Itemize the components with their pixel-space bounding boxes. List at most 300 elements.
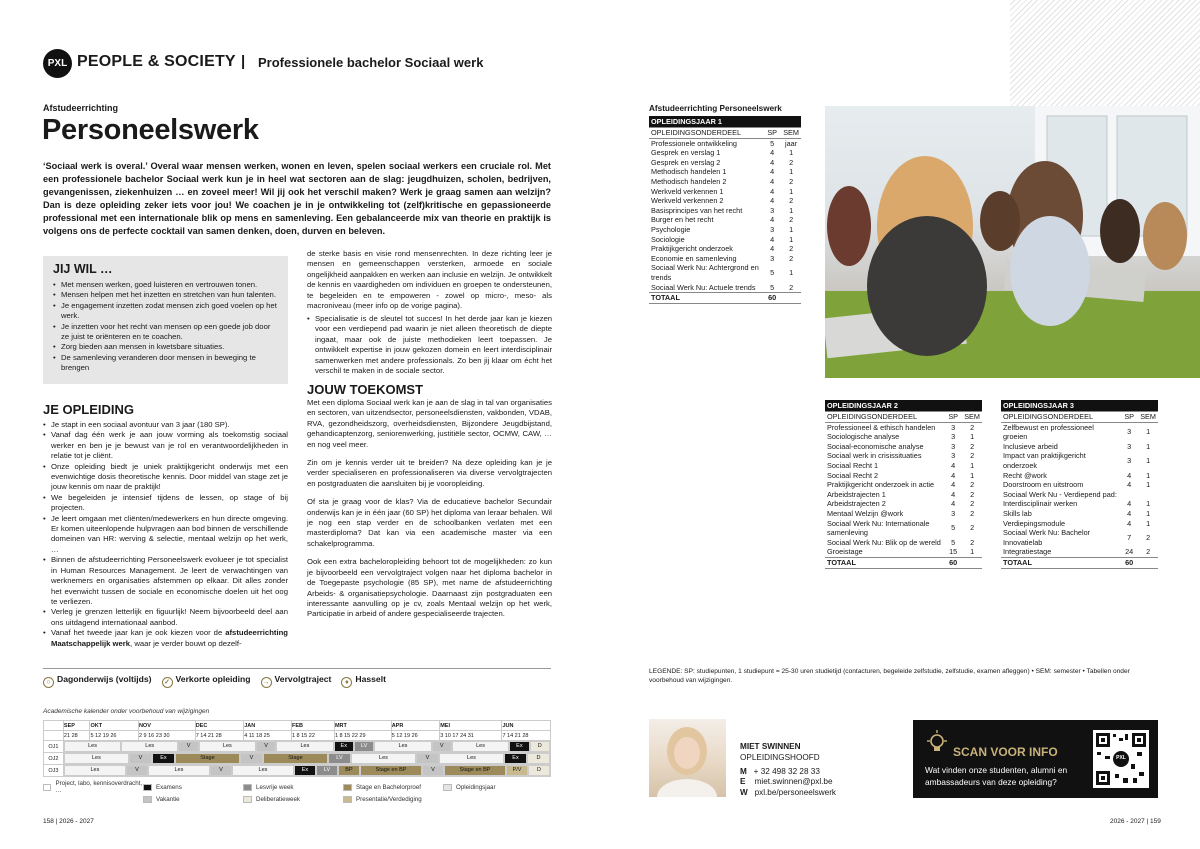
course-name: Burger en het recht	[651, 215, 714, 225]
students-classroom-photo	[825, 106, 1200, 378]
legend-swatch	[243, 796, 252, 803]
course-sem: 1	[970, 460, 975, 470]
calendar-cell: Stage	[175, 753, 240, 764]
qr-center-logo: PXL	[1116, 755, 1126, 761]
course-name: Arbeidstrajecten 1	[827, 489, 886, 499]
course-sp: 4	[770, 215, 775, 225]
course-name: Mentaal Welzijn @work	[827, 508, 904, 518]
calendar-cell: Stage en BP	[444, 765, 506, 776]
calendar-legend-item	[343, 796, 443, 803]
course-sem	[1138, 490, 1158, 500]
course-sp: 4	[951, 499, 956, 509]
course-sem: 2	[789, 157, 794, 167]
legend-label: Vervolgtraject	[274, 674, 332, 684]
course-sp: 3	[770, 253, 775, 263]
column-header: SP	[1120, 412, 1138, 423]
calendar-cell: V	[240, 753, 263, 764]
table-row	[825, 519, 982, 538]
legend-swatch	[243, 784, 252, 791]
course-sp: 4	[951, 470, 956, 480]
week-days: 21 28	[63, 731, 90, 741]
legend-swatch	[343, 796, 352, 803]
calendar-row	[44, 741, 551, 753]
list-item: • Vanaf dag één werk je aan jouw vorming als toekomstig sociaal werker en ben je je bewust van je rol en verantwoordelijkheden in relatie tot je cliënt.	[43, 430, 288, 461]
calendar-legend-item	[143, 780, 243, 794]
contact-role: OPLEIDINGSHOOFD	[740, 752, 820, 762]
week-days: 5 12 19 26	[90, 731, 139, 741]
total-empty	[1138, 557, 1158, 568]
course-name: Inclusieve arbeid	[1003, 441, 1058, 451]
table-row	[825, 499, 982, 509]
lightbulb-icon	[925, 730, 949, 756]
course-name: Sociaal Werk Nu: Achtergrond en trends	[651, 263, 759, 282]
month-label: APR	[391, 721, 440, 731]
course-name: Gesprek en verslag 1	[651, 148, 721, 158]
week-days: 7 14 21 28	[502, 731, 551, 741]
calendar-months-row	[44, 721, 551, 731]
table-row	[649, 225, 801, 235]
week-days: 4 11 18 25	[244, 731, 292, 741]
calendar-cell: V	[416, 753, 439, 764]
course-name: Verdiepingsmodule	[1003, 518, 1066, 528]
calendar-cell: Ex	[294, 765, 316, 776]
calendar-cell: Les	[148, 765, 210, 776]
table-row	[649, 254, 801, 264]
course-sp: 4	[951, 480, 956, 490]
month-label: MRT	[334, 721, 391, 731]
table-row	[649, 187, 801, 197]
week-days: 3 10 17 24 31	[440, 731, 502, 741]
legend-label: Stage en Bachelorproef	[356, 783, 422, 791]
course-name: Sociaal werk in crisissituaties	[827, 451, 922, 461]
course-sem: 1	[789, 148, 794, 158]
calendar-cell: Les	[439, 753, 504, 764]
page-title: Personeelswerk	[42, 114, 259, 146]
col2-list-wrap	[307, 314, 552, 376]
week-days: 1 8 15 22	[291, 731, 334, 741]
total-value: 60	[944, 557, 962, 568]
calendar-cell: Stage	[263, 753, 328, 764]
legend-label: Opleidingsjaar	[456, 783, 496, 791]
calendar-legend-item	[43, 780, 143, 794]
legend-item	[341, 674, 386, 688]
paragraph: Zin om je kennis verder uit te breiden? Na deze opleiding kan je je verder specialiseren en professionaliseren via diverse vervolgtrajecten en postgraduaten die aansluiten bij je vooropleiding.	[307, 458, 552, 488]
calendar-bar	[63, 741, 550, 753]
course-name: Basisprincipes van het recht	[651, 205, 743, 215]
column-header: SEM	[964, 412, 980, 421]
table-row	[1001, 499, 1158, 509]
course-sp: 3	[770, 224, 775, 234]
table-total-row	[825, 557, 982, 568]
list-item: • Je stapt in een sociaal avontuur van 3 jaar (180 SP).	[43, 420, 288, 430]
opleiding-title: JE OPLEIDING	[43, 402, 135, 417]
course-sp: 4	[951, 460, 956, 470]
course-sem: 1	[789, 205, 794, 215]
legenda-text: LEGENDE: SP: studiepunten, 1 studiepunt = 25-30 uren studietijd (contacturen, begeleide zelfstudie, zelfstudie, examen afleggen) • SEM: semester • Tabellen onder voorbehoud van wijzigingen.	[649, 668, 1130, 684]
page-number-left: 158 | 2026 - 2027	[43, 818, 94, 825]
opleiding-list	[43, 420, 288, 628]
course-sem: 1	[789, 224, 794, 234]
calendar-legend-item	[143, 796, 243, 803]
course-sem: 1	[1146, 427, 1151, 437]
contact-phone[interactable]: + 32 498 32 28 33	[753, 766, 820, 776]
calendar-legend-item	[443, 780, 543, 794]
course-sem: 2	[970, 499, 975, 509]
calendar-cell: Les	[452, 741, 509, 752]
course-name: Groeistage	[827, 547, 863, 557]
list-item: • We begeleiden je intensief tijdens de lessen, op stage of bij projecten.	[43, 493, 288, 514]
calendar-cell: LV	[354, 741, 374, 752]
table-row	[825, 471, 982, 481]
course-name: Sociaal Werk Nu - Verdiepend pad:	[1003, 489, 1117, 499]
contact-block	[740, 742, 836, 799]
course-sem: 2	[1146, 532, 1151, 542]
course-sem: 1	[1146, 518, 1151, 528]
course-sem: 1	[789, 186, 794, 196]
legend-item	[261, 674, 332, 688]
course-name: Sociaal-economische analyse	[827, 441, 924, 451]
calendar-cell: Les	[64, 765, 126, 776]
contact-email-row	[740, 777, 836, 788]
course-name: Methodisch handelen 1	[651, 167, 727, 177]
table-row	[825, 461, 982, 471]
course-name: Gesprek en verslag 2	[651, 157, 721, 167]
text: , waar je verder bouwt op dezelf-	[130, 638, 242, 648]
list-item: • Met mensen werken, goed luisteren en vertrouwen tonen.	[53, 280, 278, 290]
month-label: NOV	[138, 721, 195, 731]
month-label: JUN	[502, 721, 551, 731]
web-label: W	[740, 788, 748, 798]
list-item: • Mensen helpen met het inzetten en stretchen van hun talenten.	[53, 290, 278, 300]
legend-swatch	[443, 784, 452, 791]
page-number-right: 2026 - 2027 | 159	[1110, 818, 1161, 825]
course-sp: 7	[1127, 532, 1132, 542]
table-header-row	[1001, 412, 1158, 423]
course-sem: 2	[1146, 547, 1151, 557]
header-separator: |	[241, 53, 246, 70]
calendar-cell: Ex	[334, 741, 354, 752]
jij-wil-list	[53, 280, 278, 374]
course-sem: 2	[970, 489, 975, 499]
legend-swatch	[143, 784, 152, 791]
course-sp: 3	[1127, 456, 1132, 466]
month-label: MEI	[440, 721, 502, 731]
legend-label: Hasselt	[355, 674, 386, 684]
course-sp: 5	[951, 523, 956, 533]
divider	[43, 668, 551, 669]
table-row	[825, 547, 982, 557]
list-item	[43, 628, 288, 649]
table-row	[825, 442, 982, 452]
text: Vanaf het tweede jaar kan je ook kiezen voor de	[51, 628, 226, 638]
jaar3-table	[1001, 411, 1158, 569]
course-sem: 2	[970, 508, 975, 518]
course-sp: 4	[1127, 480, 1132, 490]
total-label: TOTAAL	[825, 557, 944, 568]
column-header: SEM	[1140, 412, 1156, 421]
calendar-cell: D	[527, 753, 550, 764]
month-label: DEC	[195, 721, 244, 731]
legend-icon: ○	[43, 677, 54, 688]
column-header: OPLEIDINGSONDERDEEL	[649, 128, 763, 139]
calendar-cell: Les	[64, 753, 129, 764]
table-header-row	[825, 412, 982, 423]
course-name: Interdisciplinair werken	[1003, 499, 1078, 509]
course-sem: 2	[970, 480, 975, 490]
paragraph: Of sta je graag voor de klas? Via de educatieve bachelor Secundair onderwijs kan je in één jaar (60 SP) het diploma van leraar behalen. Wil je nog een stap verder en de schoolbanken verlaten met een masterdiploma? Dat kan via een academische master via een schakelprogramma.	[307, 497, 552, 548]
course-sp: 5	[770, 282, 775, 292]
classroom-illustration	[825, 106, 1200, 378]
table-row	[649, 196, 801, 206]
course-name: Werkveld verkennen 1	[651, 186, 724, 196]
table-row	[1001, 547, 1158, 557]
calendar-cell: Ex	[509, 741, 529, 752]
calendar-cell: Les	[64, 741, 121, 752]
calendar-cell: LV	[316, 765, 338, 776]
table-row	[649, 235, 801, 245]
calendar-legend	[43, 780, 543, 803]
course-sem: 1	[1146, 480, 1151, 490]
course-name: Sociaal Recht 2	[827, 470, 879, 480]
list-item: • Je engagement inzetten zodat mensen zich goed voelen op het werk.	[53, 301, 278, 322]
calendar-row	[44, 765, 551, 777]
list-item: • Zorg bieden aan mensen in kwetsbare situaties.	[53, 342, 278, 352]
scan-info-box	[913, 720, 1158, 798]
table-row	[649, 244, 801, 254]
table-row	[649, 148, 801, 158]
calendar-cell: LV	[328, 753, 351, 764]
course-name: Psychologie	[651, 224, 691, 234]
email-label: E	[740, 777, 746, 787]
legend-label: Dagonderwijs (voltijds)	[57, 674, 152, 684]
calendar-cell: Les	[199, 741, 256, 752]
calendar-legend-item	[443, 796, 543, 803]
jaar1-table-wrap	[649, 104, 801, 304]
course-name: Methodisch handelen 2	[651, 176, 727, 186]
pxl-logo[interactable]: PXL	[43, 49, 72, 78]
contact-portrait	[649, 719, 726, 797]
calendar-cell: Les	[276, 741, 333, 752]
col2-continued: de sterke basis en visie rond mensenrechten. In deze richting leer je mensen en gemeenschappen versterken, armoede en sociale ongelijkheid aanpakken en werken aan inclusie en welzijn. Je ontwikkelt de kennis en vaardigheden om individuen en groepen te ondersteunen, te begeleiden en te empoweren - zowel op micro-, meso- als macroniveau (meer info op de vorige pagina).	[307, 249, 552, 311]
calendar-cell: D	[528, 765, 550, 776]
calendar-legend-item	[243, 796, 343, 803]
list-item: • Je inzetten voor het recht van mensen op een goede job door ze juist te oriënteren en te coachen.	[53, 322, 278, 343]
column-header: SP	[763, 128, 781, 139]
course-sp: 3	[951, 432, 956, 442]
course-sp: 4	[770, 157, 775, 167]
table-row	[1001, 422, 1158, 442]
course-name: Sociaal Werk Nu: Internationale samenleving	[827, 518, 930, 538]
course-sem: 1	[1146, 499, 1151, 509]
legend-label: Deliberatieweek	[256, 796, 301, 803]
jaar1-table	[649, 127, 801, 304]
course-name: Sociaal Recht 1	[827, 460, 879, 470]
legend-label: Lesvrije week	[256, 783, 294, 791]
paragraph: Ook een extra bacheloropleiding behoort tot de mogelijkheden: zo kun je bijvoorbeeld een vervolgtraject volgen naar het diploma bachelor in de Toegepaste psychologie (85 SP), met name de afstudeerrichting Arbeids- & organisatiepsychologie. Daarnaast zijn postgraduaten een interessante aanvulling op je cv, zoals Mentaal welzijn op het werk, Participatie in arbeid of andere gespecialiseerde trajecten.	[307, 557, 552, 619]
table-row	[649, 283, 801, 293]
course-name: Zelfbewust en professioneel groeien	[1003, 422, 1094, 442]
course-sp: 4	[1127, 470, 1132, 480]
table-row	[649, 167, 801, 177]
course-sem: 2	[789, 244, 794, 254]
course-sp	[1120, 490, 1138, 500]
list-item: • Verleg je grenzen letterlijk en figuurlijk! Neem bijvoorbeeld deel aan ons uitdagend internationaal aanbod.	[43, 607, 288, 628]
course-sem: 2	[970, 441, 975, 451]
course-sp: 3	[951, 441, 956, 451]
scan-title: SCAN VOOR INFO	[953, 745, 1058, 759]
course-sp: 5	[770, 268, 775, 278]
course-sem: 2	[789, 282, 794, 292]
course-name: Integratiestage	[1003, 547, 1052, 557]
course-name: Arbeidstrajecten 2	[827, 499, 886, 509]
month-label: JAN	[244, 721, 292, 731]
table-row	[825, 490, 982, 500]
course-sp: 24	[1125, 547, 1134, 557]
calendar-cell: Ex	[152, 753, 175, 764]
table-row	[1001, 490, 1158, 500]
jaar2-header: OPLEIDINGSJAAR 2	[825, 400, 982, 411]
calendar-bar	[63, 765, 550, 777]
table-total-row	[649, 293, 801, 304]
course-sp: 4	[770, 244, 775, 254]
table-row	[825, 538, 982, 548]
total-label: TOTAAL	[1001, 557, 1120, 568]
legend-item	[162, 674, 251, 688]
legend-item	[43, 674, 152, 688]
list-item: • Binnen de afstudeerrichting Personeelswerk evolueer je tot specialist in Human Resources Management. Je leert de verwachtingen van werknemers en organisaties afstemmen op elkaar. Dit alles zonder het evenwicht tussen de sociale en economische doelen uit het oog te verliezen.	[43, 555, 288, 607]
course-name: Sociaal Werk Nu: Actuele trends	[651, 282, 756, 292]
col2-list	[307, 314, 552, 376]
course-sp: 4	[770, 186, 775, 196]
toekomst-title: JOUW TOEKOMST	[307, 382, 424, 397]
table-row	[1001, 519, 1158, 529]
course-name: Professioneel & ethisch handelen	[827, 422, 936, 432]
calendar-row	[44, 753, 551, 765]
total-value: 60	[1120, 557, 1138, 568]
list-item: • Je leert omgaan met cliënten/medewerkers en hun directe omgeving. Er komen uiteenlopende hulpvragen aan bod binnen de verschillende domeinen van HR: werving & selectie, mentaal welzijn op het werk, …	[43, 514, 288, 556]
course-sem: 1	[970, 470, 975, 480]
legend-label: Verkorte opleiding	[175, 674, 251, 684]
course-sp: 5	[951, 537, 956, 547]
week-days: 2 9 16 23 30	[138, 731, 195, 741]
contact-phone-row	[740, 767, 836, 778]
calendar-corner	[44, 721, 64, 731]
jaar3-header: OPLEIDINGSJAAR 3	[1001, 400, 1158, 411]
calendar-cell: Les	[232, 765, 294, 776]
opleiding-last	[43, 628, 288, 649]
jaar2-table	[825, 411, 982, 569]
table-row	[825, 451, 982, 461]
course-sp: 4	[951, 489, 956, 499]
course-name: Sociaal Werk Nu: Blik op de wereld	[827, 537, 941, 547]
calendar-cell: Stage en BP	[360, 765, 422, 776]
scan-text: Wat vinden onze studenten, alumni en ambassadeurs van deze opleiding?	[925, 765, 1068, 787]
calendar-cell: Les	[121, 741, 178, 752]
column-header: OPLEIDINGSONDERDEEL	[825, 412, 944, 423]
table-row	[649, 177, 801, 187]
table-total-row	[1001, 557, 1158, 568]
jaar1-header: OPLEIDINGSJAAR 1	[649, 116, 801, 127]
table-row	[1001, 442, 1158, 452]
month-label: SEP	[63, 721, 90, 731]
table-header-row	[649, 128, 801, 139]
course-sem: 1	[1146, 441, 1151, 451]
calendar-title: Academische kalender onder voorbehoud van wijzigingen	[43, 708, 210, 715]
calendar-cell: V	[256, 741, 276, 752]
legend-label: Examens	[156, 783, 182, 791]
month-label: FEB	[291, 721, 334, 731]
phone-label: M	[740, 766, 747, 776]
link-text: afstudeerrichting Maatschappelijk werk	[51, 628, 288, 648]
course-sem: 2	[970, 451, 975, 461]
calendar-corner	[44, 731, 64, 741]
course-sem: 1	[789, 234, 794, 244]
contact-website[interactable]: pxl.be/personeelswerk	[754, 788, 837, 798]
course-name: Impact van praktijkgericht onderzoek	[1003, 451, 1086, 470]
course-sem: jaar	[785, 138, 798, 148]
course-name: Economie en samenleving	[651, 253, 737, 263]
course-name: Sociologie	[651, 234, 685, 244]
toekomst-text	[307, 398, 552, 628]
course-sem: 1	[1146, 470, 1151, 480]
course-sem: 1	[1146, 508, 1151, 518]
course-sp: 3	[951, 451, 956, 461]
column-header: SEM	[783, 128, 799, 137]
course-sem: 2	[970, 523, 975, 533]
calendar-bar	[63, 753, 550, 765]
course-sem: 1	[1146, 456, 1151, 466]
course-sp: 4	[1127, 499, 1132, 509]
course-sem: 2	[970, 422, 975, 432]
course-sem: 2	[789, 176, 794, 186]
qr-code[interactable]	[1093, 730, 1149, 788]
row-label: OJ3	[44, 765, 64, 777]
calendar-cell: V	[432, 741, 452, 752]
course-sp: 15	[949, 547, 958, 557]
row-label: OJ1	[44, 741, 64, 753]
table-row	[649, 215, 801, 225]
table-row	[1001, 528, 1158, 547]
calendar-cell: Les	[351, 753, 416, 764]
kicker: Afstudeerrichting	[43, 103, 119, 113]
course-sp: 3	[951, 422, 956, 432]
course-name: Recht @work	[1003, 470, 1047, 480]
table-row	[825, 432, 982, 442]
table-row	[1001, 509, 1158, 519]
month-label: OKT	[90, 721, 139, 731]
opleiding-section	[43, 420, 288, 649]
total-label: TOTAAL	[649, 293, 763, 304]
course-name: Praktijkgericht onderzoek in actie	[827, 480, 935, 490]
course-sem: 1	[970, 547, 975, 557]
calendar-legend-item	[343, 780, 443, 794]
table-row	[649, 158, 801, 168]
table-row	[825, 422, 982, 432]
contact-email[interactable]: miet.swinnen@pxl.be	[754, 777, 833, 787]
study-mode-legend	[43, 674, 386, 688]
calendar-cell: Ex	[504, 753, 527, 764]
calendar-cell: V	[422, 765, 444, 776]
course-name: Werkveld verkennen 2	[651, 196, 724, 206]
legend-icon: ♦	[341, 677, 352, 688]
course-sp: 3	[770, 205, 775, 215]
total-value: 60	[763, 293, 781, 304]
course-sp: 4	[770, 167, 775, 177]
table-row	[1001, 451, 1158, 470]
course-name: Praktijkgericht onderzoek	[651, 244, 733, 254]
course-sp: 3	[1127, 427, 1132, 437]
course-name: Professionele ontwikkeling	[651, 138, 737, 148]
